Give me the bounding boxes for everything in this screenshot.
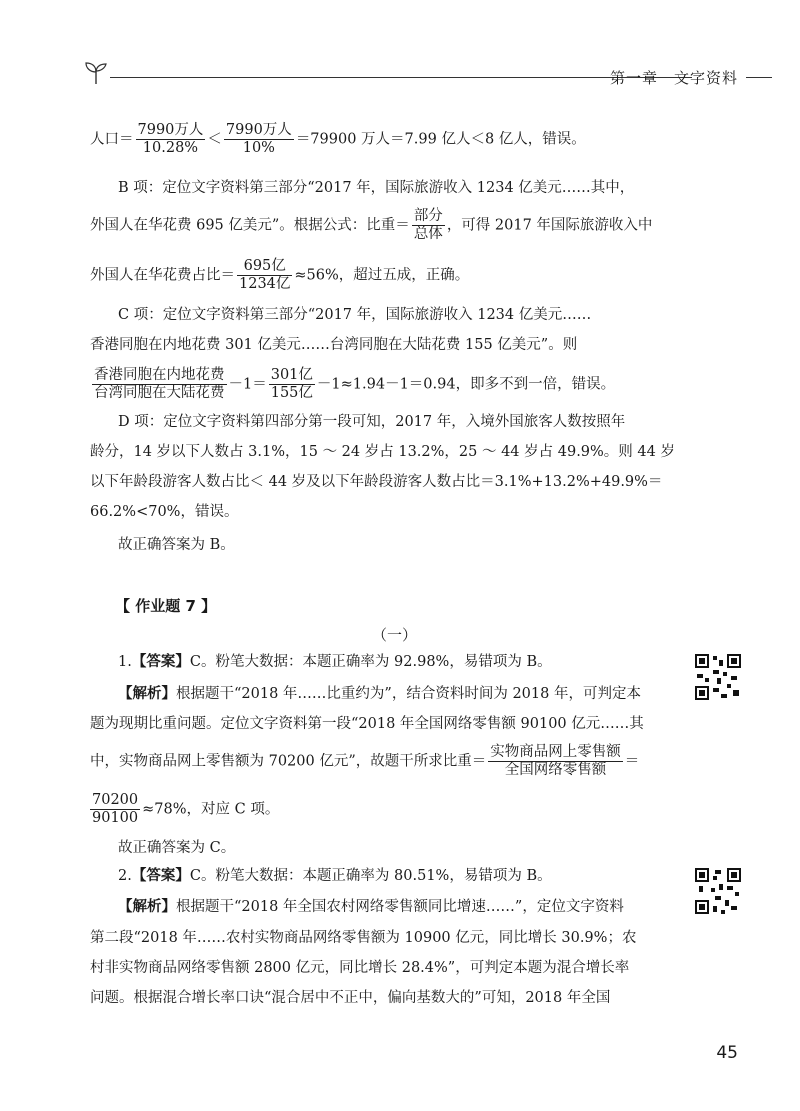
sprout-icon bbox=[82, 60, 110, 86]
paragraph-d-line: 以下年龄段游客人数占比＜ 44 岁及以下年龄段游客人数占比＝3.1%+13.2%+49.9%＝ bbox=[90, 474, 663, 490]
text-span: 根据题干“2018 年全国农村网络零售额同比增速……”，定位文字资料 bbox=[176, 899, 624, 915]
text-span: 人口＝ bbox=[90, 131, 134, 148]
page-header bbox=[80, 60, 772, 90]
question-2-explanation: 第二段“2018 年……农村实物商品网络零售额为 10900 亿元，同比增长 30.9%；农 bbox=[90, 930, 637, 946]
question-1-explanation bbox=[118, 684, 641, 704]
fraction-denominator: 10.28% bbox=[142, 140, 199, 156]
paragraph-c-line bbox=[90, 367, 615, 402]
paragraph-d-line: 龄分，14 岁以下人数占 3.1%，15 ～ 24 岁占 13.2%，25 ～ 44 岁占 49.9%。则 44 岁 bbox=[90, 444, 675, 460]
text-span: ＝79900 万人＝7.99 亿人＜8 亿人，错误。 bbox=[295, 131, 586, 148]
text-span: 中，实物商品网上零售额为 70200 亿元”，故题干所求比重＝ bbox=[90, 753, 487, 770]
section-title: 【 作业题 7 】 bbox=[115, 597, 217, 615]
explanation-tag: 【解析】 bbox=[118, 686, 176, 702]
fraction bbox=[269, 367, 315, 402]
fraction-numerator: 部分 bbox=[413, 208, 443, 224]
question-1-explanation bbox=[88, 792, 279, 827]
answer-line: 故正确答案为 B。 bbox=[118, 537, 235, 553]
text-span: ，可得 2017 年国际旅游收入中 bbox=[446, 217, 653, 234]
fraction-denominator: 总体 bbox=[413, 226, 443, 242]
text-line bbox=[90, 122, 586, 157]
fraction bbox=[488, 744, 623, 779]
answer-tag: 【答案】 bbox=[131, 654, 190, 670]
fraction-denominator: 90100 bbox=[92, 810, 139, 826]
fraction bbox=[237, 258, 292, 293]
text-span: 外国人在华花费 695 亿美元”。根据公式：比重＝ bbox=[90, 217, 410, 234]
fraction-numerator: 7990万人 bbox=[225, 122, 292, 138]
header-rule bbox=[110, 77, 692, 78]
text-span: C。粉笔大数据：本题正确率为 92.98%，易错项为 B。 bbox=[189, 654, 552, 670]
fraction-numerator: 实物商品网上零售额 bbox=[490, 744, 621, 760]
fraction-numerator: 301亿 bbox=[270, 367, 313, 383]
question-number: 2. bbox=[118, 868, 132, 884]
part-title: （一） bbox=[372, 626, 418, 644]
question-2-explanation: 问题。根据混合增长率口诀“混合居中不正中，偏向基数大的”可知，2018 年全国 bbox=[90, 990, 611, 1006]
fraction bbox=[90, 792, 140, 827]
text-span: －1≈1.94－1＝0.94，即多不到一倍，错误。 bbox=[316, 376, 616, 393]
question-2-explanation bbox=[118, 897, 624, 917]
question-2-answer bbox=[118, 866, 552, 886]
text-span: ＝ bbox=[624, 753, 640, 770]
qr-code-icon[interactable] bbox=[693, 652, 743, 702]
question-number: 1. bbox=[118, 654, 132, 670]
answer-line: 故正确答案为 C。 bbox=[118, 840, 236, 856]
page-number: 45 bbox=[716, 1043, 738, 1063]
paragraph-b-line bbox=[90, 258, 469, 293]
fraction-denominator: 台湾同胞在大陆花费 bbox=[94, 385, 225, 401]
qr-code-icon[interactable] bbox=[693, 866, 743, 916]
chapter-title: 第一章 文字资料 bbox=[609, 69, 738, 87]
fraction-denominator: 155亿 bbox=[270, 385, 313, 401]
header-rule-tail bbox=[746, 77, 772, 78]
paragraph-c-line: C 项：定位文字资料第三部分“2017 年，国际旅游收入 1234 亿美元…… bbox=[118, 307, 592, 323]
text-span: C。粉笔大数据：本题正确率为 80.51%，易错项为 B。 bbox=[189, 868, 552, 884]
fraction-denominator: 10% bbox=[242, 140, 275, 156]
text-span: 外国人在华花费占比＝ bbox=[90, 267, 235, 284]
fraction-numerator: 695亿 bbox=[237, 258, 292, 276]
fraction bbox=[92, 367, 227, 402]
fraction bbox=[136, 122, 206, 157]
answer-tag: 【答案】 bbox=[131, 868, 190, 884]
text-span: ≈56%，超过五成，正确。 bbox=[294, 267, 470, 284]
question-1-explanation: 题为现期比重问题。定位文字资料第一段“2018 年全国网络零售额 90100 亿元……其 bbox=[90, 716, 644, 732]
fraction-numerator: 香港同胞在内地花费 bbox=[94, 367, 225, 383]
explanation-tag: 【解析】 bbox=[118, 899, 176, 915]
text-span: ≈78%，对应 C 项。 bbox=[142, 801, 280, 818]
fraction-numerator: 7990万人 bbox=[137, 122, 204, 138]
paragraph-d-line: D 项：定位文字资料第四部分第一段可知，2017 年，入境外国旅客人数按照年 bbox=[118, 414, 626, 430]
text-span: －1＝ bbox=[228, 376, 267, 393]
fraction-denominator: 全国网络零售额 bbox=[504, 762, 607, 778]
fraction-denominator: 1234亿 bbox=[239, 276, 291, 292]
text-span: ＜ bbox=[207, 131, 222, 148]
text-span: 根据题干“2018 年……比重约为”，结合资料时间为 2018 年，可判定本 bbox=[176, 686, 641, 702]
paragraph-c-line: 香港同胞在内地花费 301 亿美元……台湾同胞在大陆花费 155 亿美元”。则 bbox=[90, 337, 578, 353]
question-1-answer bbox=[118, 652, 552, 672]
question-1-explanation bbox=[90, 744, 639, 779]
fraction bbox=[412, 208, 445, 243]
paragraph-b-line: B 项：定位文字资料第三部分“2017 年，国际旅游收入 1234 亿美元……其中， bbox=[118, 180, 635, 196]
fraction bbox=[224, 122, 294, 157]
paragraph-b-line bbox=[90, 208, 652, 243]
paragraph-d-line: 66.2%<70%，错误。 bbox=[90, 504, 239, 520]
fraction-numerator: 70200 bbox=[92, 792, 139, 808]
question-2-explanation: 村非实物商品网络零售额 2800 亿元，同比增长 28.4%”，可判定本题为混合增长率 bbox=[90, 960, 630, 976]
